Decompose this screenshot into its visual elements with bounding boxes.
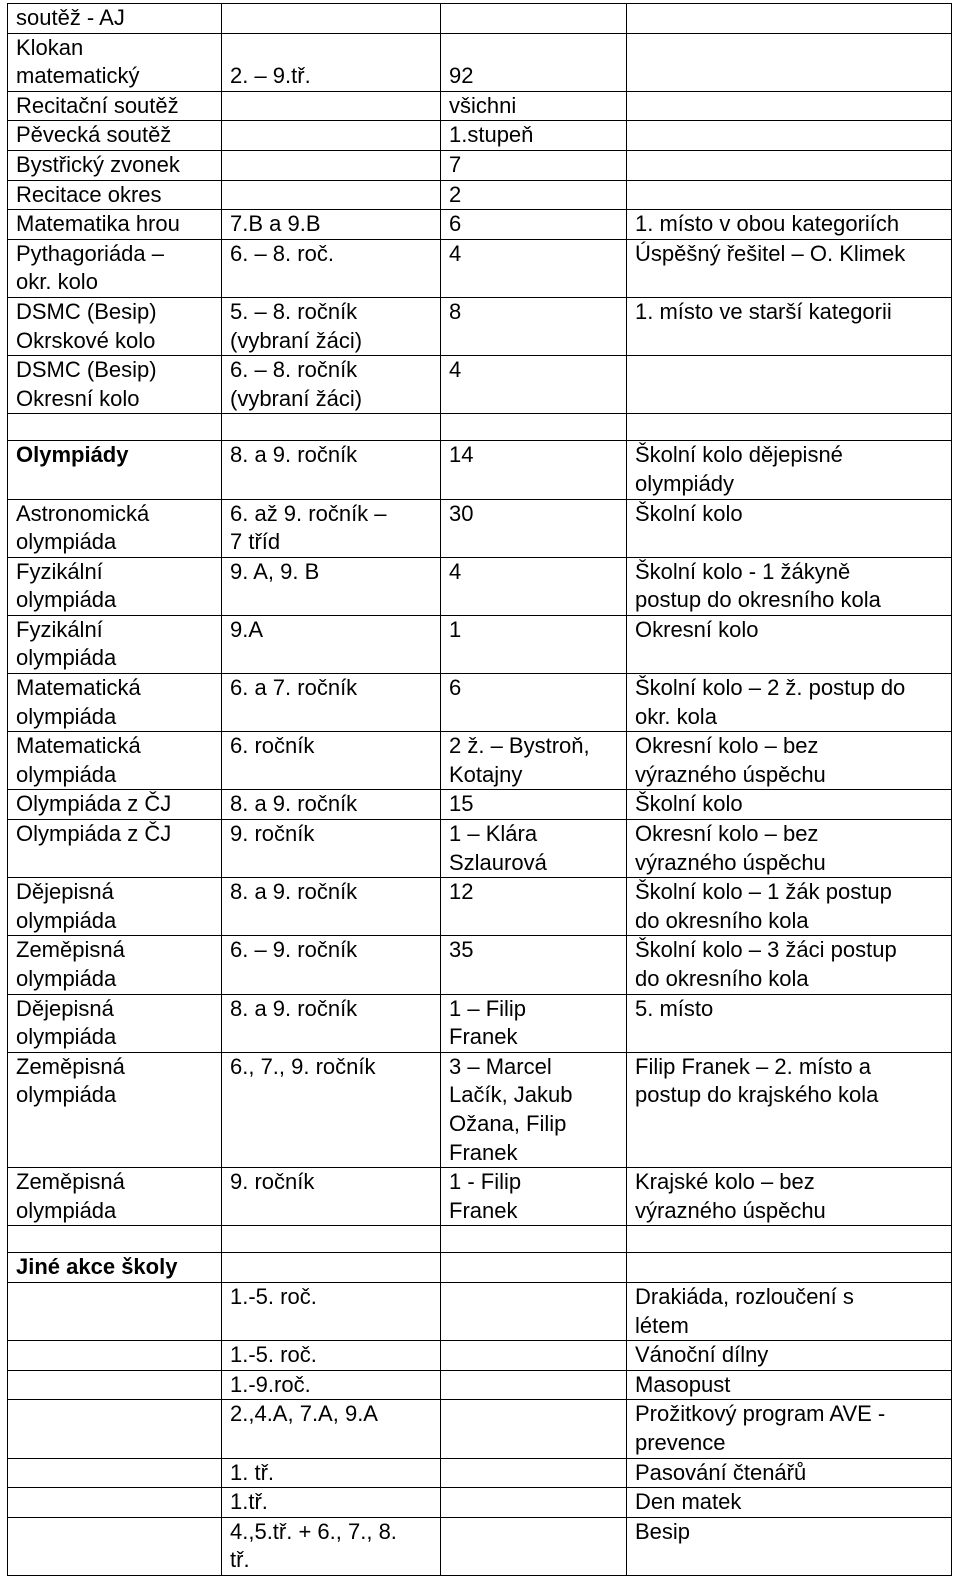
cell-line: Okresní kolo – bez [635, 821, 819, 847]
table-row [8, 1168, 952, 1226]
cell-result [627, 1226, 952, 1253]
activities-table-body [8, 4, 952, 1576]
cell-result [627, 557, 952, 615]
cell-line: 15 [449, 791, 474, 817]
cell-grade [222, 499, 441, 557]
cell-activity [8, 1226, 222, 1253]
table-row [8, 878, 952, 936]
cell-line: 6 [449, 675, 462, 701]
cell-line: olympiáda [16, 587, 117, 613]
cell-activity [8, 994, 222, 1052]
cell-grade [222, 121, 441, 151]
cell-line: olympiáda [16, 1082, 117, 1108]
cell-activity [8, 4, 222, 34]
cell-result [627, 33, 952, 91]
cell-line: 1.tř. [230, 1489, 268, 1515]
cell-line: okr. kolo [16, 269, 98, 295]
cell-line: (vybraní žáci) [230, 327, 363, 353]
cell-result [627, 4, 952, 34]
cell-line: Školní kolo [635, 791, 743, 817]
cell-line: Krajské kolo – bez [635, 1169, 815, 1195]
table-row [8, 91, 952, 121]
cell-participants [441, 790, 627, 820]
cell-line: 5. – 8. ročník [230, 298, 358, 324]
cell-grade [222, 1226, 441, 1253]
cell-line: 1.stupeň [449, 122, 534, 148]
cell-grade [222, 1253, 441, 1283]
cell-line: Zeměpisná [16, 1053, 125, 1079]
cell-line: 9. A, 9. B [230, 558, 320, 584]
cell-grade [222, 790, 441, 820]
cell-line: Franek [449, 1024, 518, 1050]
cell-grade [222, 1517, 441, 1575]
cell-participants [441, 1400, 627, 1458]
cell-line: Školní kolo – 2 ž. postup do [635, 675, 906, 701]
cell-line: Jiné akce školy [16, 1254, 178, 1280]
cell-participants [441, 1168, 627, 1226]
cell-participants [441, 878, 627, 936]
cell-line: 1 - Filip [449, 1169, 522, 1195]
table-row [8, 1400, 952, 1458]
cell-line: Pythagoriáda – [16, 240, 164, 266]
cell-result [627, 820, 952, 878]
cell-line: Školní kolo - 1 žákyně [635, 558, 851, 584]
cell-line: Besip [635, 1518, 691, 1544]
cell-line: olympiáda [16, 966, 117, 991]
cell-line: Okresní kolo [16, 385, 140, 411]
table-row [8, 33, 952, 91]
cell-result [627, 356, 952, 414]
cell-grade [222, 557, 441, 615]
spacer-row [8, 414, 952, 441]
cell-result [627, 441, 952, 499]
cell-line: Zeměpisná [16, 937, 125, 963]
cell-line: Kotajny [449, 761, 523, 787]
cell-result [627, 615, 952, 673]
cell-line: 2.,4.A, 7.A, 9.A [230, 1401, 378, 1427]
cell-activity [8, 297, 222, 355]
cell-grade [222, 1400, 441, 1458]
cell-activity [8, 557, 222, 615]
cell-line: 1 [449, 616, 462, 642]
cell-line: postup do okresního kola [635, 587, 881, 613]
cell-line: Masopust [635, 1371, 731, 1397]
cell-activity [8, 1341, 222, 1371]
cell-line: 8. a 9. ročník [230, 442, 358, 468]
cell-line: 4 [449, 357, 462, 383]
cell-line: 35 [449, 937, 474, 963]
cell-grade [222, 615, 441, 673]
table-row [8, 1458, 952, 1488]
cell-result [627, 414, 952, 441]
cell-line: Lačík, Jakub [449, 1082, 573, 1108]
cell-grade [222, 414, 441, 441]
cell-result [627, 210, 952, 240]
cell-line: 8. a 9. ročník [230, 791, 358, 817]
cell-line: výrazného úspěchu [635, 761, 826, 787]
cell-participants [441, 297, 627, 355]
cell-result [627, 180, 952, 210]
cell-grade [222, 1282, 441, 1340]
table-row [8, 1370, 952, 1400]
cell-line: 4 [449, 240, 462, 266]
table-row [8, 297, 952, 355]
cell-line: 1. místo v obou kategoriích [635, 211, 900, 237]
cell-activity [8, 1400, 222, 1458]
cell-line: Úspěšný řešitel – O. Klimek [635, 240, 906, 266]
cell-line: všichni [449, 92, 517, 118]
table-row [8, 121, 952, 151]
cell-participants [441, 732, 627, 790]
cell-line: prevence [635, 1429, 726, 1455]
cell-activity [8, 356, 222, 414]
cell-line: olympiáda [16, 703, 117, 729]
cell-grade [222, 33, 441, 91]
cell-line: Pěvecká soutěž [16, 122, 172, 148]
table-row [8, 732, 952, 790]
cell-result [627, 239, 952, 297]
cell-line: olympiáda [16, 907, 117, 933]
cell-line [230, 34, 434, 63]
cell-activity [8, 674, 222, 732]
cell-line: 7 tříd [230, 529, 281, 555]
cell-activity [8, 732, 222, 790]
table-row [8, 441, 952, 499]
cell-line: Olympiáda z ČJ [16, 791, 172, 817]
table-row [8, 674, 952, 732]
cell-grade [222, 1488, 441, 1518]
cell-line: 1 – Filip [449, 995, 527, 1021]
table-row [8, 790, 952, 820]
table-row [8, 180, 952, 210]
spacer-row [8, 1226, 952, 1253]
cell-line: 6. – 9. ročník [230, 937, 358, 963]
cell-line: 1.-9.roč. [230, 1371, 311, 1397]
cell-line: Bystřický zvonek [16, 151, 180, 177]
cell-line: Astronomická [16, 500, 150, 526]
cell-line: Fyzikální [16, 616, 103, 642]
cell-line: 7.B a 9.B [230, 211, 321, 237]
cell-line: 30 [449, 500, 474, 526]
table-row [8, 499, 952, 557]
table-row [8, 1341, 952, 1371]
cell-participants [441, 615, 627, 673]
table-row [8, 239, 952, 297]
cell-line: 9. ročník [230, 1169, 315, 1195]
cell-line: Školní kolo dějepisné [635, 442, 843, 468]
cell-line: olympiáda [16, 1197, 117, 1223]
cell-activity [8, 414, 222, 441]
cell-line: 1 – Klára [449, 821, 538, 847]
cell-line: 2 [449, 181, 462, 207]
cell-line: 6. a 7. ročník [230, 675, 358, 701]
cell-result [627, 1370, 952, 1400]
cell-line: 92 [449, 63, 474, 89]
cell-line: Filip Franek – 2. místo a [635, 1053, 871, 1079]
cell-activity [8, 91, 222, 121]
cell-participants [441, 33, 627, 91]
cell-line: do okresního kola [635, 907, 809, 933]
cell-result [627, 1400, 952, 1458]
cell-activity [8, 1253, 222, 1283]
cell-activity [8, 878, 222, 936]
cell-result [627, 936, 952, 994]
cell-participants [441, 91, 627, 121]
cell-grade [222, 1168, 441, 1226]
cell-line: olympiáda [16, 645, 117, 671]
cell-line: 6. – 8. roč. [230, 240, 334, 266]
cell-participants [441, 1253, 627, 1283]
cell-line: 9. ročník [230, 821, 315, 847]
cell-grade [222, 180, 441, 210]
cell-line: 2 ž. – Bystroň, [449, 733, 590, 759]
cell-participants [441, 150, 627, 180]
cell-activity [8, 1458, 222, 1488]
cell-result [627, 1282, 952, 1340]
cell-line: 8. a 9. ročník [230, 879, 358, 905]
cell-activity [8, 1168, 222, 1226]
cell-activity [8, 210, 222, 240]
cell-participants [441, 356, 627, 414]
cell-line: do okresního kola [635, 966, 809, 991]
cell-line: Školní kolo – 1 žák postup [635, 879, 892, 905]
cell-activity [8, 1517, 222, 1575]
cell-line: létem [635, 1312, 689, 1338]
cell-participants [441, 1052, 627, 1167]
cell-activity [8, 180, 222, 210]
cell-line: Dějepisná [16, 879, 114, 905]
cell-line: 1.-5. roč. [230, 1342, 317, 1368]
table-row [8, 150, 952, 180]
cell-participants [441, 180, 627, 210]
cell-result [627, 1341, 952, 1371]
cell-participants [441, 936, 627, 994]
cell-participants [441, 414, 627, 441]
cell-line: Okresní kolo – bez [635, 733, 819, 759]
cell-line: Recitace okres [16, 181, 162, 207]
cell-line: DSMC (Besip) [16, 298, 157, 324]
cell-line: Ožana, Filip [449, 1110, 567, 1136]
cell-line [449, 34, 620, 63]
cell-result [627, 878, 952, 936]
table-row [8, 820, 952, 878]
cell-activity [8, 1488, 222, 1518]
cell-result [627, 150, 952, 180]
cell-line: 6 [449, 211, 462, 237]
cell-activity [8, 615, 222, 673]
cell-line: 2. – 9.tř. [230, 63, 311, 89]
cell-line: DSMC (Besip) [16, 357, 157, 383]
cell-grade [222, 1458, 441, 1488]
cell-line: 3 – Marcel [449, 1053, 552, 1079]
cell-grade [222, 356, 441, 414]
cell-grade [222, 239, 441, 297]
cell-line: Szlaurová [449, 849, 547, 875]
cell-activity [8, 790, 222, 820]
cell-line: okr. kola [635, 703, 717, 729]
cell-result [627, 994, 952, 1052]
table-row [8, 4, 952, 34]
cell-line: tř. [230, 1547, 250, 1573]
cell-line: výrazného úspěchu [635, 849, 826, 875]
table-row [8, 936, 952, 994]
cell-line: postup do krajského kola [635, 1082, 879, 1108]
cell-line: Matematická [16, 675, 141, 701]
cell-line: Zeměpisná [16, 1169, 125, 1195]
cell-grade [222, 994, 441, 1052]
table-row [8, 615, 952, 673]
cell-activity [8, 1282, 222, 1340]
cell-result [627, 121, 952, 151]
cell-participants [441, 1282, 627, 1340]
cell-line: Drakiáda, rozloučení s [635, 1283, 854, 1309]
cell-line: 4 [449, 558, 462, 584]
cell-result [627, 1168, 952, 1226]
activities-table [7, 3, 952, 1576]
cell-line: Matematická [16, 733, 141, 759]
cell-line: 1.-5. roč. [230, 1283, 317, 1309]
cell-result [627, 499, 952, 557]
cell-line: Olympiády [16, 442, 129, 468]
cell-grade [222, 1052, 441, 1167]
cell-participants [441, 499, 627, 557]
cell-grade [222, 1370, 441, 1400]
cell-participants [441, 441, 627, 499]
cell-line: 1. tř. [230, 1459, 275, 1485]
cell-participants [441, 1488, 627, 1518]
cell-grade [222, 674, 441, 732]
cell-result [627, 1253, 952, 1283]
cell-participants [441, 1341, 627, 1371]
cell-line: Recitační soutěž [16, 92, 179, 118]
cell-line: olympiáda [16, 1024, 117, 1050]
cell-activity [8, 33, 222, 91]
cell-line: 8. a 9. ročník [230, 995, 358, 1021]
cell-line: 8 [449, 298, 462, 324]
cell-participants [441, 994, 627, 1052]
cell-line: Franek [449, 1139, 518, 1165]
cell-line: Školní kolo [635, 500, 743, 526]
cell-participants [441, 557, 627, 615]
cell-participants [441, 1370, 627, 1400]
cell-result [627, 790, 952, 820]
cell-result [627, 1517, 952, 1575]
table-row [8, 1052, 952, 1167]
cell-grade [222, 820, 441, 878]
cell-line: 12 [449, 879, 474, 905]
cell-line: olympiáda [16, 529, 117, 555]
cell-line: olympiáda [16, 761, 117, 787]
cell-activity [8, 499, 222, 557]
cell-result [627, 1458, 952, 1488]
cell-participants [441, 1458, 627, 1488]
cell-activity [8, 936, 222, 994]
cell-line: matematický [16, 63, 140, 89]
cell-grade [222, 732, 441, 790]
cell-participants [441, 1517, 627, 1575]
cell-activity [8, 1052, 222, 1167]
cell-activity [8, 820, 222, 878]
cell-participants [441, 4, 627, 34]
cell-grade [222, 297, 441, 355]
cell-grade [222, 91, 441, 121]
cell-line: Dějepisná [16, 995, 114, 1021]
cell-grade [222, 150, 441, 180]
cell-line: Franek [449, 1197, 518, 1223]
cell-line: Okresní kolo [635, 616, 759, 642]
cell-activity [8, 1370, 222, 1400]
cell-line: 6. – 8. ročník [230, 357, 358, 383]
cell-grade [222, 936, 441, 994]
cell-line: olympiády [635, 470, 735, 496]
cell-participants [441, 210, 627, 240]
cell-line: 6. ročník [230, 733, 315, 759]
cell-line: 6. až 9. ročník – [230, 500, 387, 526]
table-row [8, 1253, 952, 1283]
cell-activity [8, 239, 222, 297]
table-row [8, 1282, 952, 1340]
cell-line: Den matek [635, 1489, 742, 1515]
cell-line: (vybraní žáci) [230, 385, 363, 411]
cell-grade [222, 441, 441, 499]
cell-line: 1. místo ve starší kategorii [635, 298, 892, 324]
cell-line: 14 [449, 442, 474, 468]
cell-activity [8, 441, 222, 499]
cell-line: výrazného úspěchu [635, 1197, 826, 1223]
cell-activity [8, 121, 222, 151]
cell-line: 5. místo [635, 995, 714, 1021]
cell-line: Školní kolo – 3 žáci postup [635, 937, 897, 963]
cell-line: Olympiáda z ČJ [16, 821, 172, 847]
cell-line: 7 [449, 151, 462, 177]
cell-result [627, 674, 952, 732]
cell-participants [441, 1226, 627, 1253]
cell-result [627, 732, 952, 790]
table-row [8, 557, 952, 615]
cell-grade [222, 1341, 441, 1371]
cell-line: Klokan [16, 34, 84, 60]
cell-line: Prožitkový program AVE - [635, 1401, 886, 1427]
cell-line: soutěž - AJ [16, 5, 125, 30]
cell-grade [222, 4, 441, 34]
cell-line: Matematika hrou [16, 211, 180, 237]
cell-result [627, 1488, 952, 1518]
cell-line: Okrskové kolo [16, 327, 156, 353]
table-row [8, 210, 952, 240]
table-row [8, 994, 952, 1052]
cell-line: Fyzikální [16, 558, 103, 584]
cell-participants [441, 674, 627, 732]
cell-result [627, 297, 952, 355]
cell-result [627, 1052, 952, 1167]
table-row [8, 1488, 952, 1518]
cell-participants [441, 820, 627, 878]
cell-participants [441, 239, 627, 297]
cell-line: 4.,5.tř. + 6., 7., 8. [230, 1518, 397, 1544]
cell-result [627, 91, 952, 121]
cell-line: 6., 7., 9. ročník [230, 1053, 376, 1079]
cell-line: Vánoční dílny [635, 1342, 769, 1368]
cell-activity [8, 150, 222, 180]
cell-line: Pasování čtenářů [635, 1459, 807, 1485]
cell-grade [222, 878, 441, 936]
cell-grade [222, 210, 441, 240]
table-row [8, 356, 952, 414]
table-row [8, 1517, 952, 1575]
cell-participants [441, 121, 627, 151]
cell-line: 9.A [230, 616, 264, 642]
